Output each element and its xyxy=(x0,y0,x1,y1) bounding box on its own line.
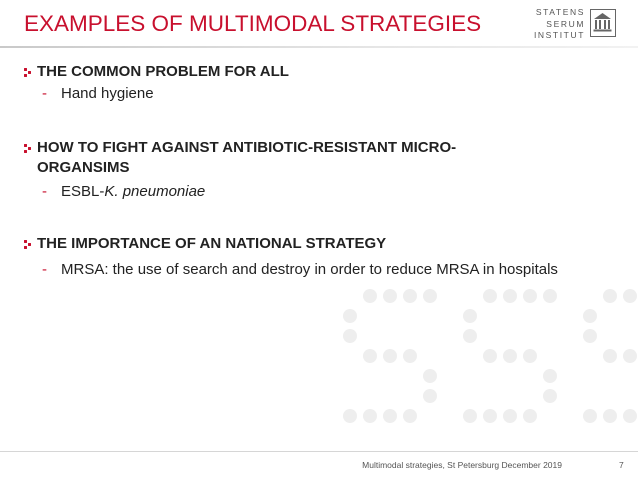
watermark-dot xyxy=(543,369,557,383)
watermark-dot xyxy=(603,289,617,303)
watermark-dot xyxy=(543,389,557,403)
logo-line-1: STATENS xyxy=(535,7,585,17)
watermark-dot xyxy=(623,409,637,423)
page-number: 7 xyxy=(619,460,624,470)
bullet-national-strategy xyxy=(24,234,544,254)
watermark-dot xyxy=(523,409,537,423)
watermark-dot xyxy=(403,409,417,423)
watermark-dot xyxy=(483,409,497,423)
logo-line-2: SERUM xyxy=(546,18,585,29)
bullet-heading: THE COMMON PROBLEM FOR ALL xyxy=(37,63,289,80)
watermark-dot xyxy=(503,349,517,363)
bullet-heading: HOW TO FIGHT AGAINST ANTIBIOTIC-RESISTANT MICRO-ORGANSIMS xyxy=(37,139,457,176)
watermark-dot xyxy=(583,409,597,423)
bullet-fight-resistant xyxy=(24,138,544,178)
watermark-dot xyxy=(623,349,637,363)
watermark-dot xyxy=(383,289,397,303)
bullet-common-problem xyxy=(24,62,544,82)
watermark-dot xyxy=(523,349,537,363)
watermark-dot xyxy=(343,309,357,323)
sub-bullet-text: Hand hygiene xyxy=(61,85,154,102)
watermark-dot xyxy=(503,409,517,423)
watermark-dot xyxy=(403,289,417,303)
watermark-dot xyxy=(463,329,477,343)
footer-text: Multimodal strategies, St Petersburg December 2019 xyxy=(362,460,562,470)
watermark-dot xyxy=(503,289,517,303)
footer-divider xyxy=(0,451,638,452)
bullet-heading: THE IMPORTANCE OF AN NATIONAL STRATEGY xyxy=(37,235,387,252)
sub-bullet-species: K. pneumoniae xyxy=(104,183,206,200)
watermark-dot xyxy=(603,349,617,363)
sub-bullet-mrsa: - MRSA: the use of search and destroy in order to reduce MRSA in hospitals xyxy=(42,260,582,280)
logo-line-3: INSTITUT xyxy=(533,30,585,40)
watermark-dot xyxy=(423,289,437,303)
watermark-dot xyxy=(483,349,497,363)
watermark-dot xyxy=(623,289,637,303)
watermark-dot xyxy=(483,289,497,303)
sub-bullet-esbl: - ESBL-K. pneumoniae xyxy=(42,182,582,202)
watermark-dot xyxy=(583,329,597,343)
sub-bullet-hand-hygiene: - Hand hygiene xyxy=(42,84,582,104)
watermark-dot xyxy=(343,409,357,423)
watermark-dot xyxy=(383,409,397,423)
watermark-dot xyxy=(423,369,437,383)
chevron-dots-icon xyxy=(24,68,32,77)
watermark-dot xyxy=(603,409,617,423)
watermark-dot xyxy=(403,349,417,363)
sub-bullet-text xyxy=(42,182,582,202)
sub-bullet-prefix: ESBL- xyxy=(61,183,105,200)
watermark-dot xyxy=(383,349,397,363)
watermark-dot xyxy=(423,389,437,403)
watermark-dot xyxy=(363,289,377,303)
watermark-dot xyxy=(363,409,377,423)
watermark-dot xyxy=(363,349,377,363)
watermark-dot xyxy=(463,409,477,423)
watermark-dot xyxy=(523,289,537,303)
sub-bullet-text: MRSA: the use of search and destroy in order to reduce MRSA in hospitals xyxy=(61,261,558,278)
chevron-dots-icon xyxy=(24,144,32,153)
slide-title: EXAMPLES OF MULTIMODAL STRATEGIES xyxy=(24,11,482,36)
watermark-dot xyxy=(463,309,477,323)
chevron-dots-icon xyxy=(24,240,32,249)
watermark-dot xyxy=(583,309,597,323)
watermark-dot xyxy=(343,329,357,343)
watermark-dot xyxy=(543,289,557,303)
